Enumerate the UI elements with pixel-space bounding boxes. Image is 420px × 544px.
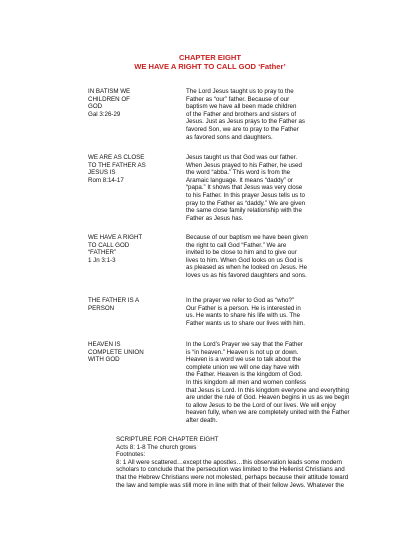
body-line: pray to the Father as “daddy.” We are given <box>186 199 306 207</box>
body-line: Father as Jesus has. <box>186 214 244 222</box>
body-line: as favored sons and daughters. <box>186 133 273 141</box>
body-line: Father as “our” father. Because of our <box>186 95 290 103</box>
body-line: of the Father and brothers and sisters of <box>186 110 297 118</box>
body-line: Jesus taught us that God was our father. <box>186 154 298 161</box>
body-line: that Jesus is Lord. In this kingdom everyone and everything <box>186 386 350 394</box>
section-body <box>186 234 386 280</box>
body-line: In the Lord’s Prayer we say that the Father <box>186 341 303 348</box>
body-line: In this kingdom all men and women confess <box>186 378 307 386</box>
section-body <box>186 341 386 425</box>
body-line: Our Father is a person. He is interested in <box>186 304 301 312</box>
section-heading: THE FATHER IS A PERSON <box>88 297 140 312</box>
body-line: after death. <box>186 416 218 424</box>
footnote-line: the law and temple was still more in line with that of their fellow Jews. Whatever the <box>116 481 345 489</box>
body-line: Jesus. Just as Jesus prays to the Father as <box>186 118 305 126</box>
section-heading: WE ARE AS CLOSE TO THE FATHER AS JESUS IS Rom 8:14-17 <box>88 154 146 184</box>
chapter-title: WE HAVE A RIGHT TO CALL GOD ‘Father’ <box>134 62 286 71</box>
body-line: to his Father. In this prayer Jesus tells us to <box>186 191 305 199</box>
body-line: The Lord Jesus taught us to pray to the <box>186 88 294 95</box>
body-line: “papa.” It shows that Jesus was very close <box>186 184 303 192</box>
body-line: the same close family relationship with the <box>186 207 302 215</box>
body-line: Father wants us to share our lives with him. <box>186 319 305 327</box>
section-heading: WE HAVE A RIGHT TO CALL GOD “FATHER” 1 Jn 3:1-3 <box>88 234 143 264</box>
footnotes-label: Footnotes: <box>116 451 146 459</box>
footnote-line: that the Hebrew Christians were not molested, perhaps because their attitude toward <box>116 473 349 481</box>
body-line: us. He wants to share his life with us. The <box>186 312 301 320</box>
body-line: heaven fully, when we are completely united with the Father <box>186 409 350 417</box>
section-heading: IN BATISM WE CHILDREN OF GOD Gal 3:26-29 <box>88 88 131 118</box>
body-line: invited to be close to him and to give our <box>186 249 297 257</box>
section-body <box>186 297 386 327</box>
section-body <box>186 88 386 141</box>
body-line: Because of our baptism we have been given <box>186 234 308 241</box>
body-line: is “in heaven.” Heaven is not up or down. <box>186 348 299 356</box>
body-line: Aramaic language. It means “daddy” or <box>186 176 293 184</box>
body-line: baptism we have all been made children <box>186 103 297 111</box>
body-line: favored Son, we are to pray to the Father <box>186 125 299 133</box>
body-line: the word “abba.” This word is from the <box>186 169 291 177</box>
scripture-section <box>116 436 418 489</box>
body-line: When Jesus prayed to his Father, he used <box>186 161 302 169</box>
scripture-heading: SCRIPTURE FOR CHAPTER EIGHT <box>116 436 219 443</box>
body-line: complete union we will one day have with <box>186 363 300 371</box>
body-line: lives to him. When God looks on us God is <box>186 256 303 264</box>
body-line: Heaven is a word we use to talk about the <box>186 356 301 364</box>
body-line: are under the rule of God. Heaven begins in us as we begin <box>186 394 350 402</box>
body-line: the right to call God “Father.” We are <box>186 241 287 249</box>
section-heading: HEAVEN IS COMPLETE UNION WITH GOD <box>88 341 144 364</box>
body-line: the Father. Heaven is the kingdom of God. <box>186 371 303 379</box>
body-line: as pleased as when he looked on Jesus. He <box>186 264 308 272</box>
section-body <box>186 154 386 222</box>
footnote-line: 8: 1 All were scattered…except the apostles…this observation leads some modern <box>116 458 342 466</box>
body-line: In the prayer we refer to God as “who?” <box>186 297 294 304</box>
body-line: to allow Jesus to be the Lord of our lives. We will enjoy <box>186 401 336 409</box>
scripture-reading: Acts 8: 1-8 The church grows <box>116 443 197 451</box>
chapter-number: CHAPTER EIGHT <box>178 53 242 62</box>
body-line: loves us as his favored daughters and sons. <box>186 271 307 279</box>
footnote-line: scholars to conclude that the persecution was limited to the Hellenist Christians and <box>116 466 345 474</box>
